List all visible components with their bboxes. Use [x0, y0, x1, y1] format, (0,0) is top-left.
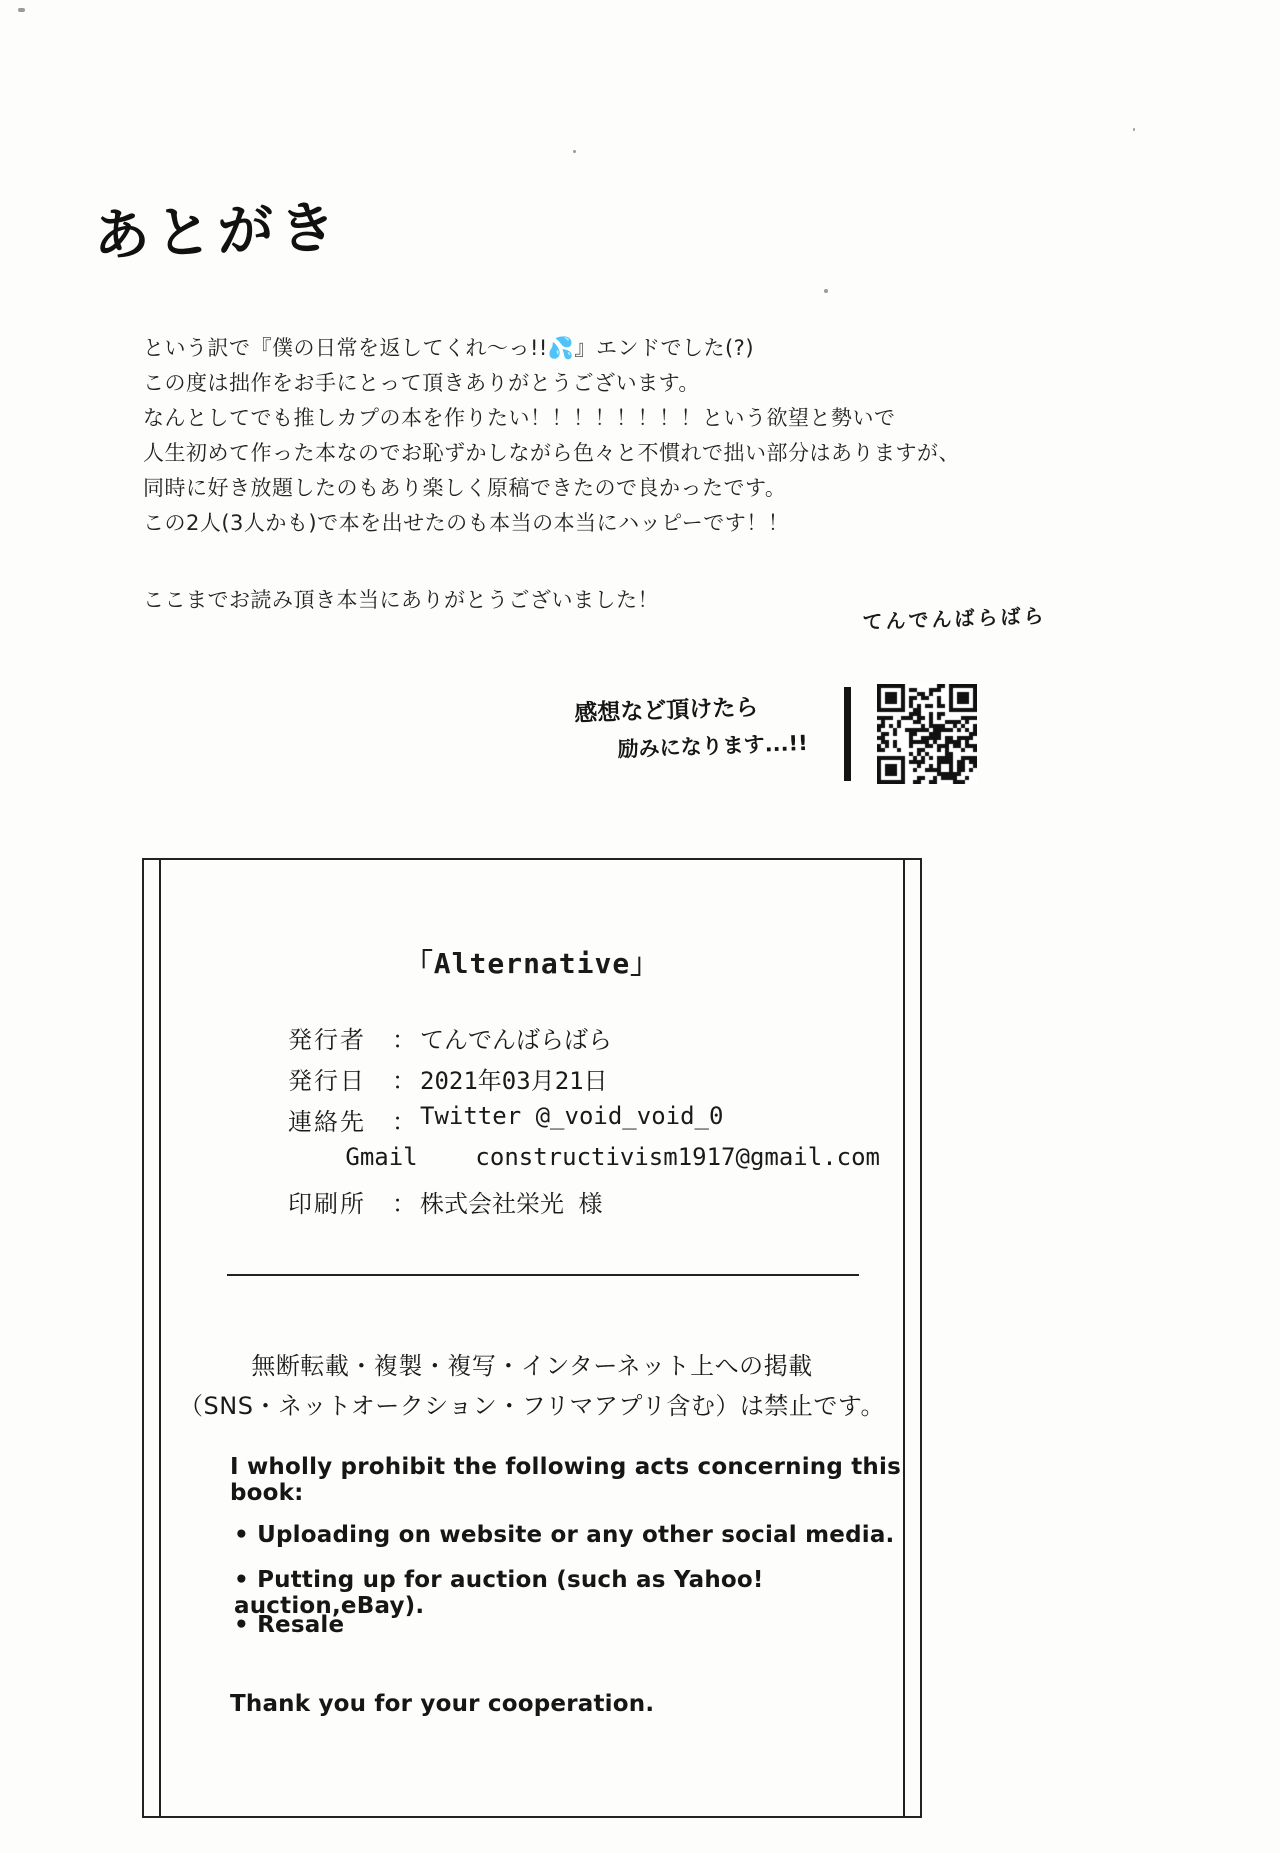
notice-jp-line: 無断転載・複製・複写・インターネット上への掲載 — [251, 1352, 813, 1380]
feedback-note — [574, 688, 809, 770]
colophon-box — [142, 858, 922, 1818]
row-separator: ： — [392, 1067, 416, 1095]
row-separator: ： — [392, 1108, 416, 1136]
notice-en-item: • Putting up for auction (such as Yahoo! auction,eBay). — [234, 1567, 764, 1619]
scan-speckle — [18, 8, 25, 12]
notice-en-closing: Thank you for your cooperation. — [230, 1691, 655, 1717]
scan-speckle — [573, 150, 576, 153]
box-inner-line — [903, 860, 905, 1816]
notice-en-heading: I wholly prohibit the following acts concerning this book: — [230, 1454, 901, 1506]
body-line: 同時に好き放題したのもあり楽しく原稿できたので良かったです。 — [143, 476, 787, 500]
row-label: 発行者 — [288, 1026, 366, 1054]
feedback-note-line: 感想など頂けたら — [573, 694, 759, 728]
colophon-row-publisher — [288, 1020, 880, 1061]
notice-jp-line: （SNS・ネットオークション・フリマアプリ含む）は禁止です。 — [179, 1392, 885, 1420]
closing-line: ここまでお読み頂き本当にありがとうございました！ — [143, 588, 659, 612]
row-value: Twitter @_void_void_0 — [420, 1102, 724, 1130]
book-title: 「Alternative」 — [404, 947, 660, 980]
qr-code-icon — [877, 684, 977, 784]
scan-speckle — [1133, 128, 1135, 131]
body-line: この2人(3人かも)で本を出せたのも本当の本当にハッピーです！！ — [143, 511, 790, 535]
row-value: てんでんばらばら — [420, 1026, 612, 1054]
notice-en-item: • Uploading on website or any other social media. — [234, 1522, 895, 1548]
qr-code-canvas — [877, 684, 977, 784]
row-value: 株式会社栄光 様 — [420, 1190, 603, 1218]
vertical-divider — [844, 687, 851, 781]
colophon-row-date — [288, 1061, 880, 1102]
colophon-row-printer — [288, 1184, 880, 1225]
colophon-row-contact — [288, 1102, 880, 1143]
row-value: Gmail constructivism1917@gmail.com — [345, 1143, 880, 1171]
afterword-body — [143, 331, 960, 541]
box-inner-line — [159, 860, 161, 1816]
row-separator: ： — [392, 1026, 416, 1054]
row-label: 印刷所 — [288, 1190, 366, 1218]
feedback-note-line: 励みになります...!! — [617, 730, 809, 762]
row-label: 連絡先 — [288, 1108, 366, 1136]
colophon-row-email — [288, 1143, 880, 1184]
notice-en-item: • Resale — [234, 1612, 345, 1638]
scan-speckle — [824, 289, 828, 293]
page-title: あとがき — [92, 195, 343, 269]
row-label: 発行日 — [288, 1067, 366, 1095]
body-line: この度は拙作をお手にとって頂きありがとうございます。 — [143, 371, 700, 395]
author-signature: てんでんばらばら — [862, 603, 1047, 634]
body-line: 人生初めて作った本なのでお恥ずかしながら色々と不慣れで拙い部分はありますが、 — [143, 441, 960, 465]
body-line: という訳で『僕の日常を返してくれ〜っ!!💦』エンドでした(?) — [143, 336, 755, 360]
row-separator: ： — [392, 1190, 416, 1218]
horizontal-divider — [227, 1274, 859, 1276]
colophon-rows — [288, 1020, 880, 1225]
row-value: 2021年03月21日 — [420, 1067, 608, 1095]
body-line: なんとしてでも推しカプの本を作りたい！！！！！！！！という欲望と勢いで — [143, 406, 896, 430]
